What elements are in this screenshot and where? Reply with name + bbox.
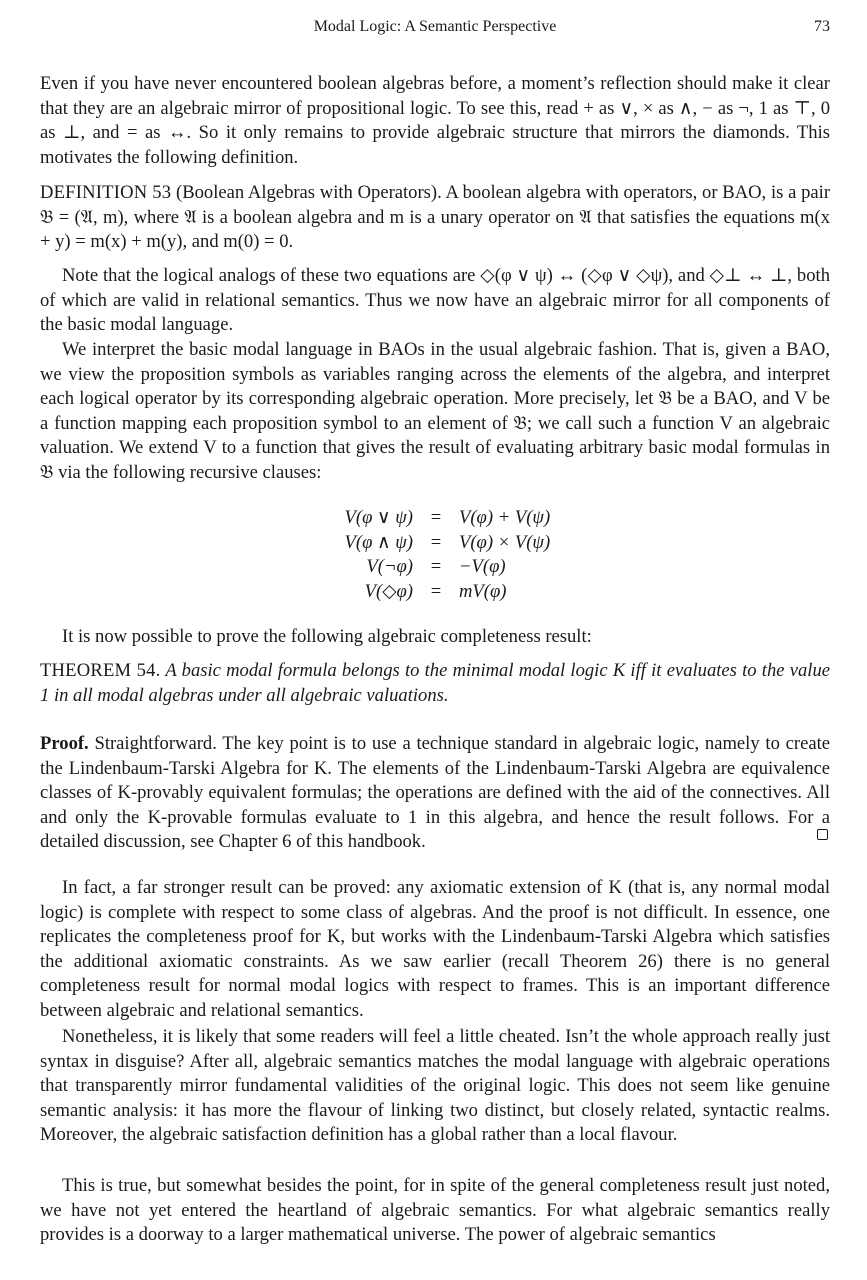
definition-label: DEFINITION 53 [40,182,172,203]
recursive-clauses [260,506,620,604]
paragraph-completeness-intro: It is now possible to prove the following algebraic completeness result: [62,626,592,647]
equation-lhs: V(φ ∨ ψ) [344,507,413,528]
equation-operator: = [430,531,442,553]
equation-rhs: −V(φ) [459,556,506,578]
equation-row [260,555,620,580]
equation-rhs: V(φ) + V(ψ) [459,507,551,528]
theorem-label: THEOREM 54. [40,660,161,681]
equation-operator: = [430,556,442,578]
equation-rhs: V(φ) × V(ψ) [459,531,551,553]
definition-53 [40,181,830,255]
equation-lhs: V(¬φ) [366,556,413,578]
running-header [40,18,830,42]
definition-text: (Boolean Algebras with Operators). A boolean algebra with operators, or BAO, is a pair 𝔅 = (𝔄, m), where 𝔄 is a boolean algebra and m is a unary operator on 𝔄 that satisfies the equations m(x + y) = m(x) + m(y), and m(0) = 0. [40,182,831,253]
paragraph-cheated: Nonetheless, it is likely that some readers will feel a little cheated. Isn’t the whole approach really just syntax in disguise? After all, algebraic semantics matches the modal language with algebraic operations that transparently mirror fundamental validities of the original logic. This does not seem like genuine semantic analysis: it has more the flavour of linking two distinct, but closely related, syntactic realms. Moreover, the algebraic satisfaction definition has a global rather than a local flavour. [40,1026,830,1146]
equation-row [260,580,620,605]
proof-text: Straightforward. The key point is to use a technique standard in algebraic logic, namely to create the Lindenbaum-Tarski Algebra for K. The elements of the Lindenbaum-Tarski Algebra are equivalence classes of K-provably equivalent formulas; the operations are defined with the aid of the connectives. All and only the K-provable formulas evaluate to 1 in this algebra, and hence the result follows. For a detailed discussion, see Chapter 6 of this handbook. [40,733,830,853]
running-title: Modal Logic: A Semantic Perspective [313,18,557,35]
theorem-54 [40,659,830,708]
proof [40,732,830,855]
equation-operator: = [430,580,442,602]
paragraph-boolean-algebras: Even if you have never encountered boolean algebras before, a moment’s reflection should make it clear that they are an algebraic mirror of propositional logic. To see this, read + as ∨, × as ∧, − as ¬, 1 as ⊤, 0 as ⊥, and = as ↔. So it only remains to provide algebraic structure that mirrors the diamonds. This motivates the following definition. [40,73,830,168]
proof-label: Proof. [40,733,89,754]
equation-row [260,506,620,531]
equation-row [260,531,620,556]
theorem-text: A basic modal formula belongs to the minimal modal logic K iff it evaluates to the value 1 in all modal algebras under all algebraic valuations. [40,660,830,706]
paragraph-logical-analogs: Note that the logical analogs of these two equations are ◇(φ ∨ ψ) ↔ (◇φ ∨ ◇ψ), and ◇⊥ ↔ ⊥, both of which are valid in relational semantics. Thus we now have an algebraic mirror for all components of the basic modal language. [40,265,830,336]
equation-lhs: V(φ ∧ ψ) [344,531,413,553]
qed-box-icon [817,829,828,840]
paragraph-stronger-result: In fact, a far stronger result can be proved: any axiomatic extension of K (that is, any normal modal logic) is complete with respect to some class of algebras. And the proof is not difficult. In essence, one replicates the completeness proof for K, but works with the Lindenbaum-Tarski Algebra which satisfies the additional axiomatic constraints. As we saw earlier (recall Theorem 26) there is no general completeness result for normal modal logics with respect to frames. This is an important difference between algebraic and relational semantics. [40,877,830,1021]
paragraph-heartland: This is true, but somewhat besides the point, for in spite of the general completeness result just noted, we have not yet entered the heartland of algebraic semantics. For what algebraic semantics really provides is a doorway to a larger mathematical universe. The power of algebraic semantics [40,1175,830,1246]
equation-operator: = [430,507,442,528]
page-number: 73 [814,18,830,35]
equation-lhs: V(◇φ) [364,580,413,602]
page [40,0,830,1280]
equation-rhs: mV(φ) [459,580,507,602]
paragraph-interpretation: We interpret the basic modal language in BAOs in the usual algebraic fashion. That is, given a BAO, we view the proposition symbols as variables ranging across the elements of the algebra, and interpret each logical operator by its corresponding algebraic operation. More precisely, let 𝔅 be a BAO, and V be a function mapping each proposition symbol to an element of 𝔅; we call such a function V an algebraic valuation. We extend V to a function that gives the result of evaluating arbitrary basic modal formulas in 𝔅 via the following recursive clauses: [40,339,830,483]
